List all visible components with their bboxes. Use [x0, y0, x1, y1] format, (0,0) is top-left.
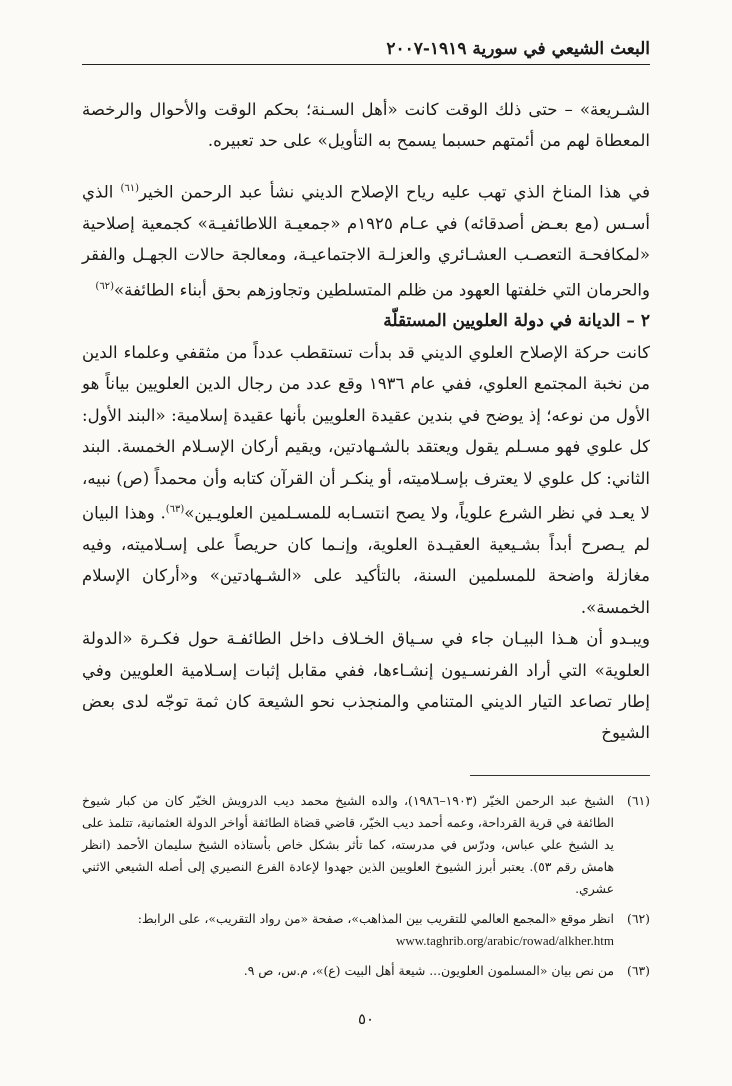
footnote-number: (٦١): [627, 793, 650, 808]
running-header: [82, 30, 650, 65]
footnote-link[interactable]: www.taghrib.org/arabic/rowad/alkher.htm: [395, 933, 614, 948]
footnote-text: الشيخ عبد الرحمن الخيّر (١٩٠٣–١٩٨٦)، والده الشيخ محمد ديب الدرويش الخيّر كان من كبار شيوخ الطائفة في قرية القرداحة، وعمه أحمد ديب الخيّر، قاضي قضاة الطائفة أواخر الدولة العثمانية، تتلمذ على يد الشيخ علي عباس، ودرّس في مدرسته، كما تأثر بشكل خاص بأستاذه الشيخ سليمان الأحمد (انظر هامش رقم ٥٣). يعتبر أبرز الشيوخ العلويين الذين جهدوا لإعادة الفرع النصيري إلى أصله الشيعي الاثني عشري.: [82, 793, 614, 896]
paragraph-3-continued: . وهذا البيان لم يـصرح أبداً بشـيعية العقيـدة العلوية، وإنـما كان حريصاً على إسـلاميته، وفيه مغازلة واضحة للمسلمين السنة، بالتأكيد على «الشـهادتين» و«أركان الإسلام الخمسة».: [82, 503, 650, 617]
footnote-61: [82, 790, 650, 900]
paragraph-3-text: كانت حركة الإصلاح العلوي الديني قد بدأت تستقطب عدداً من مثقفي وعلماء الدين من نخبة المجتمع العلوي، ففي عام ١٩٣٦ وقع عدد من رجال الدين العلويين بياناً هو الأول من نوعه؛ إذ يوضح في بندين عقيدة العلويين بأنها عقيدة إسلامية: «البند الأول: كل علوي فهو مسـلم يقول ويعتقد بالشـهادتين، ويقيم أركان الإسـلام الخمسة. البند الثاني: كل علوي لا يعترف بإسـلاميته، أو ينكـر أن القرآن كتابه وأن محمداً (ص) نبيه، لا يعـد في نظر الشرع علوياً، ولا يصح انتسـابه للمسـلمين العلويـين»: [82, 342, 650, 523]
section-heading: ٢ – الديانة في دولة العلويين المستقلّة: [383, 310, 650, 331]
footnote-63: [82, 960, 650, 982]
footnotes: [82, 790, 650, 990]
paragraph-2: [82, 173, 650, 306]
footnote-62-text: انظر موقع «المجمع العالمي للتقريب بين المذاهب»، صفحة «من رواد التقريب»، على الرابط:: [137, 911, 614, 926]
footnote-ref-63[interactable]: (٦٣): [165, 503, 185, 515]
body-text: [82, 94, 650, 749]
footnote-text: [82, 908, 614, 952]
footnote-number: (٦٢): [627, 911, 650, 926]
footnote-ref-61[interactable]: (٦١): [120, 182, 140, 194]
footnote-62: [82, 908, 650, 952]
paragraph-4: ويبـدو أن هـذا البيـان جاء في سـياق الخـلاف داخل الطائفـة حول فكـرة «الدولة العلوية» التي أراد الفرنسـيون إنشـاءها، ففي مقابل إثبات إسـلامية العلويين وفي إطار تصاعد التيار الديني المتنامي والمنجذب نحو الشيعة كان ثمة توجّه لدى بعض الشيوخ: [82, 629, 650, 743]
page-number: ٥٠: [357, 1010, 375, 1028]
footnote-ref-62[interactable]: (٦٢): [95, 280, 114, 292]
footnote-number: (٦٣): [627, 963, 650, 978]
footnote-divider: [470, 775, 650, 776]
header-title: البعث الشيعي في سورية ١٩١٩-٢٠٠٧: [386, 39, 650, 59]
footnote-text: من نص بيان «المسلمون العلويون... شيعة أهل البيت (ع)»، م.س، ص ٩.: [243, 963, 614, 978]
paragraph-2-continued: الذي أسـس (مع بعـض أصدقائه) في عـام ١٩٢٥م «جمعيـة اللاطائفيـة» كجمعية إصلاحية «لمكافحـة التعصـب العشـائري والعزلـة الاجتماعيـة، ومعالجة حالات الجهـل والفقر والحرمان التي خلفتها العهود من ظلم المتسلطين وتجاوزهم بحق أبناء الطائفة»: [82, 182, 650, 300]
paragraph-3: [82, 337, 650, 623]
paragraph-1: الشـريعة» – حتى ذلك الوقت كانت «أهل السـنة؛ بحكم الوقت والأحوال والرخصة المعطاة لهم من أئمتهم حسبما يسمح به التأويل» على حد تعبيره.: [82, 100, 650, 151]
paragraph-2-text: في هذا المناخ الذي تهب عليه رياح الإصلاح الديني نشأ عبد الرحمن الخير: [139, 182, 651, 202]
